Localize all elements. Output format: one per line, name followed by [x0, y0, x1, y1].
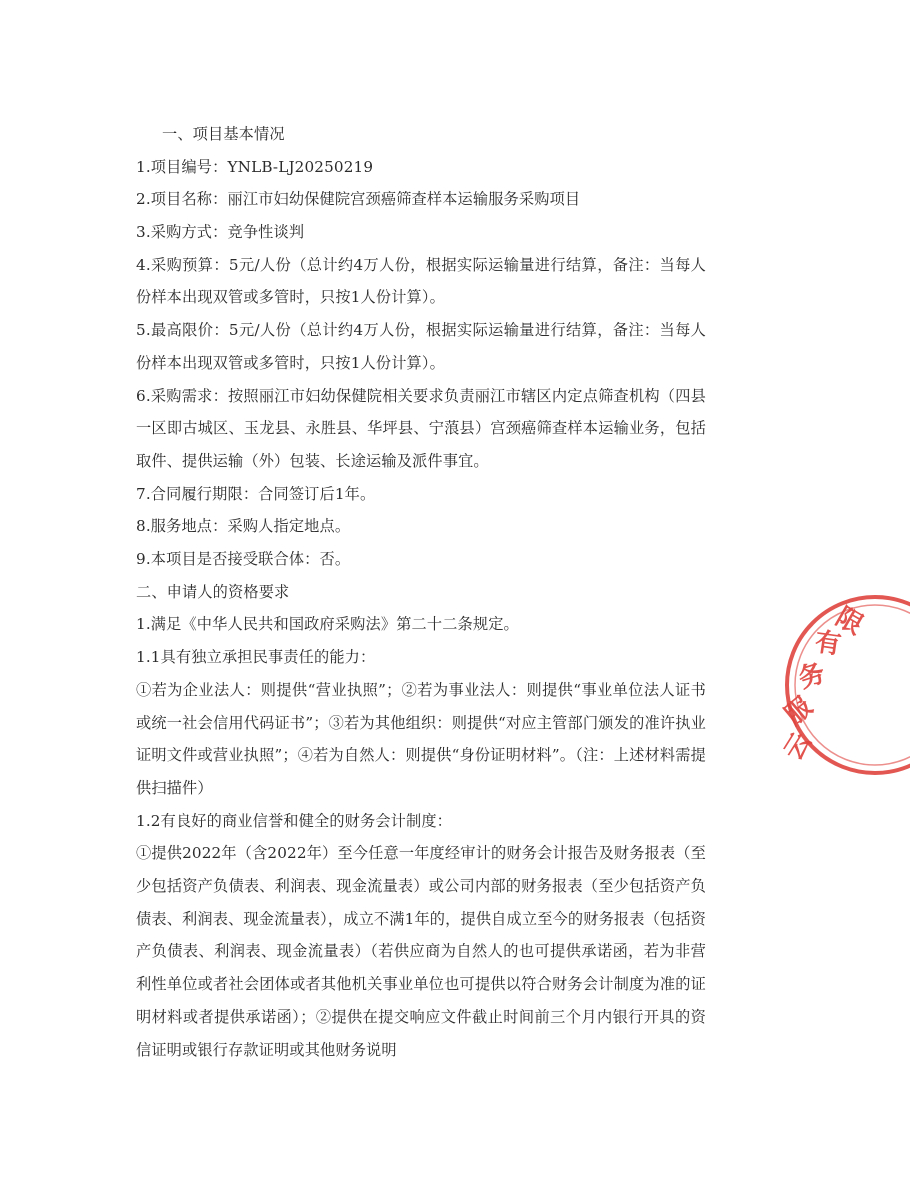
requirement-1: 1.满足《中华人民共和国政府采购法》第二十二条规定。: [136, 615, 519, 634]
section-title-basic-info: 一、项目基本情况: [162, 125, 285, 143]
procurement-budget: 4.采购预算：5元/人份（总计约4万人份，根据实际运输量进行结算，备注：当每人份样本出现双管或多管时，只按1人份计算）。: [136, 255, 706, 307]
consortium-accepted: 9.本项目是否接受联合体：否。: [136, 550, 351, 569]
procurement-demand: 6.采购需求：按照丽江市妇幼保健院相关要求负责丽江市辖区内定点筛查机构（四县一区即古城区、玉龙县、永胜县、华坪县、宁蒗县）宫颈癌筛查样本运输业务，包括取件、提供运输（外）包装、长途运输及派件事宜。: [136, 386, 706, 470]
svg-text:服: 服: [779, 691, 819, 732]
requirement-1-1: 1.1具有独立承担民事责任的能力：: [136, 648, 376, 667]
svg-text:限: 限: [830, 602, 869, 642]
document-body: [136, 118, 706, 1066]
procurement-method: 3.采购方式：竞争性谈判: [136, 223, 305, 242]
seal-graphic: [780, 590, 910, 780]
requirement-1-2: 1.2有良好的商业信誉和健全的财务会计制度：: [136, 811, 453, 830]
section-title-qualifications: 二、申请人的资格要求: [136, 582, 290, 601]
service-location: 8.服务地点：采购人指定地点。: [136, 517, 351, 536]
project-number: 1.项目编号：YNLB-LJ20250219: [136, 157, 374, 176]
project-name: 2.项目名称：丽江市妇幼保健院宫颈癌筛查样本运输服务采购项目: [136, 190, 581, 209]
svg-text:务: 务: [794, 658, 829, 695]
requirement-1-1-text: ①若为企业法人：则提供“营业执照”；②若为事业法人：则提供“事业单位法人证书或统一社会信用代码证书”；③若为其他组织：则提供“对应主管部门颁发的准许执业证明文件或营业执照”；④若为自然人：则提供“身份证明材料”。（注：上述材料需提供扫描件）: [136, 680, 706, 797]
svg-text:有: 有: [813, 627, 843, 661]
svg-text:云: 云: [778, 727, 818, 766]
requirement-1-2-text: ①提供2022年（含2022年）至今任意一年度经审计的财务会计报告及财务报表（至少包括资产负债表、利润表、现金流量表）或公司内部的财务报表（至少包括资产负债表、利润表、现金流量表），成立不满1年的，提供自成立至今的财务报表（包括资产负债表、利润表、现金流量表）（若供应商为自然人的也可提供承诺函，若为非营利性单位或者社会团体或者其他机关事业单位也可提供以符合财务会计制度为准的证明材料或者提供承诺函）；②提供在提交响应文件截止时间前三个月内银行开具的资信证明或银行存款证明或其他财务说明: [136, 844, 706, 1059]
maximum-price: 5.最高限价：5元/人份（总计约4万人份，根据实际运输量进行结算，备注：当每人份样本出现双管或多管时，只按1人份计算）。: [136, 321, 706, 372]
contract-period: 7.合同履行期限：合同签订后1年。: [136, 484, 376, 503]
official-seal-stamp: [780, 590, 910, 780]
